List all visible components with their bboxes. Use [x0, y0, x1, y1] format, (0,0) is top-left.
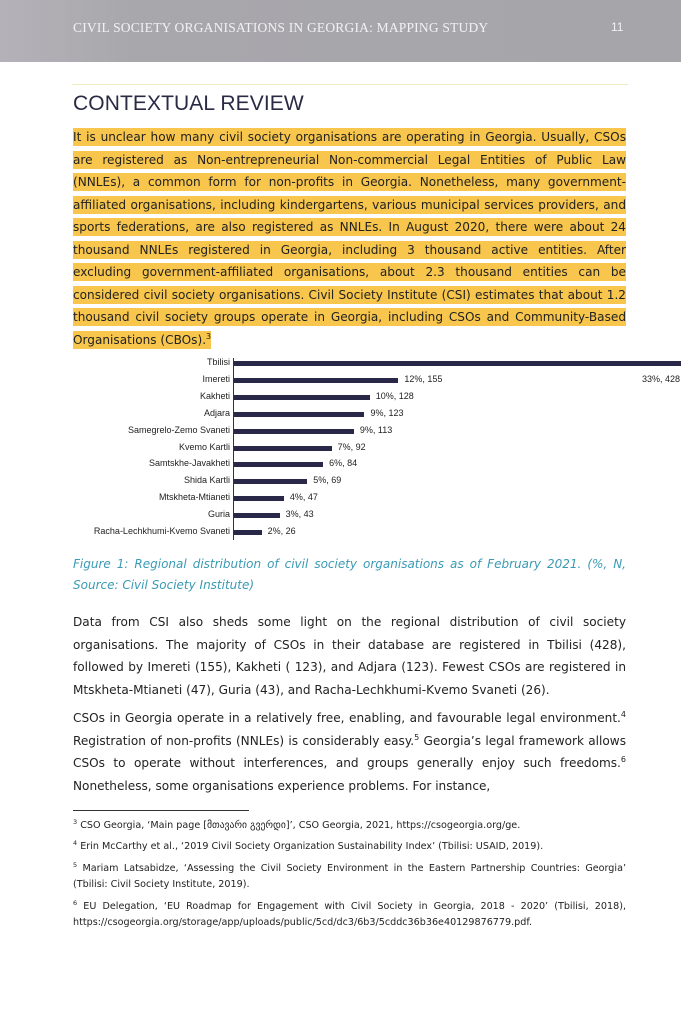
document-title: CIVIL SOCIETY ORGANISATIONS IN GEORGIA: MAPPING STUDY	[73, 20, 489, 35]
body-paragraph-regional: Data from CSI also sheds some light on the regional distribution of civil society organisations. The majority of CSOs in their database are registered in Tbilisi (428), followed by Imereti (155), Kakheti ( 123), and Adjara (123). Fewest CSOs are registered in Mtskheta-Mtianeti (47), Guria (43), and Racha-Lechkhumi-Kvemo Svaneti (26).	[73, 615, 626, 697]
bar-adjara	[234, 412, 364, 417]
data-label: 5%, 69	[313, 475, 342, 486]
data-label: 33%, 428	[642, 374, 681, 384]
section-heading: CONTEXTUAL REVIEW	[73, 92, 304, 115]
bar-tbilisi	[234, 361, 681, 366]
footnote-6	[73, 899, 626, 931]
footnote-ref-5[interactable]: 5	[414, 732, 420, 742]
text-segment: CSOs in Georgia operate in a relatively free, enabling, and favourable legal environment.	[73, 711, 621, 725]
footnote-number: 6	[73, 898, 78, 907]
category-label: Samegrelo-Zemo Svaneti	[127, 424, 230, 435]
bar-mtskheta-mtianeti	[234, 496, 284, 501]
footnote-text: Erin McCarthy et al., ‘2019 Civil Society Organization Sustainability Index’ (Tbilisi: USAID, 2019).	[77, 841, 544, 852]
footnote-number: 4	[73, 838, 78, 847]
category-label: Kakheti	[199, 390, 230, 401]
data-label: 12%, 155	[404, 373, 443, 384]
data-label: 9%, 113	[359, 424, 393, 435]
category-label: Mtskheta-Mtianeti	[158, 492, 230, 503]
footnote-ref-6[interactable]: 6	[620, 754, 626, 764]
category-label: Adjara	[203, 407, 230, 418]
regional-distribution-chart	[60, 356, 681, 546]
highlighted-text[interactable]	[73, 128, 626, 349]
text-segment: Georgia’s legal framework allows CSOs to operate without interferences, and groups generally enjoy such freedoms.	[73, 733, 626, 770]
footnote-number: 3	[73, 817, 78, 826]
category-label: Shida Kartli	[183, 475, 230, 486]
data-label: 2%, 26	[267, 526, 296, 536]
bar-guria	[234, 513, 280, 518]
category-label: Tbilisi	[206, 357, 230, 367]
bar-samegrelo-zemo-svaneti	[234, 429, 354, 434]
data-label: 6%, 84	[329, 458, 358, 469]
footnote-3	[73, 818, 626, 834]
category-label: Imereti	[202, 373, 230, 384]
footnote-text: Mariam Latsabidze, ‘Assessing the Civil Society Environment in the Eastern Partnership Countries: Georgia’ (Tbilisi: Civil Society Institute, 2019).	[73, 863, 626, 890]
category-label: Racha-Lechkhumi-Kvemo Svaneti	[93, 526, 230, 536]
section-divider	[72, 84, 628, 85]
footnote-5	[73, 861, 626, 893]
bar-shida-kartli	[234, 479, 307, 484]
footnote-text: EU Delegation, ‘EU Roadmap for Engagement with Civil Society in Georgia, 2018 - 2020’ (Tbilisi, 2018), https://csogeorgia.org/storage/app/uploads/public/5cd/dc3/6b3/5cddc36b36e40129876779.pdf.	[73, 901, 626, 928]
footnote-ref-3[interactable]: 3	[206, 331, 212, 341]
footnote-ref-4[interactable]: 4	[620, 709, 626, 719]
intro-text: It is unclear how many civil society organisations are operating in Georgia. Usually, CSOs are registered as Non-entrepreneurial Non-commercial Legal Entities of Public Law (NNLEs), a common form for non-profits in Georgia. Nonetheless, many government-affiliated organisations, including kindergartens, various municipal services providers, and sports federations, are also registered as NNLEs. In August 2020, there were about 24 thousand NNLEs registered in Georgia, including 3 thousand active entities. After excluding government-affiliated organisations, about 2.3 thousand entities can be considered civil society organisations. Civil Society Institute (CSI) estimates that about 1.2 thousand civil society groups operate in Georgia, including CSOs and Community-Based Organisations (CBOs).	[73, 130, 626, 347]
footnote-number: 5	[73, 860, 78, 869]
page-header	[0, 0, 681, 62]
footnote-text: CSO Georgia, ‘Main page [მთავარი გვერდი]’, CSO Georgia, 2021, https://csogeorgia.org/ge.	[77, 820, 521, 831]
bar-kvemo-kartli	[234, 446, 332, 451]
category-label: Samtskhe-Javakheti	[148, 458, 230, 469]
text-segment: Nonetheless, some organisations experience problems. For instance,	[73, 778, 491, 793]
bar-kakheti	[234, 395, 370, 400]
category-label: Guria	[207, 509, 230, 520]
page-number: 11	[611, 20, 624, 34]
data-label: 4%, 47	[289, 492, 318, 503]
text-segment: Registration of non-profits (NNLEs) is considerably easy.	[73, 733, 415, 748]
bar-imereti	[234, 378, 398, 383]
body-paragraph-legal	[73, 707, 626, 797]
data-label: 3%, 43	[285, 509, 314, 520]
footnote-4	[73, 839, 626, 855]
footnote-separator	[73, 810, 249, 811]
intro-paragraph	[73, 126, 626, 351]
bar-samtskhe-javakheti	[234, 462, 323, 467]
bar-racha-lechkhumi-kvemo-svaneti	[234, 530, 262, 535]
data-label: 10%, 128	[375, 390, 414, 401]
category-label: Kvemo Kartli	[178, 441, 230, 452]
figure-caption: Figure 1: Regional distribution of civil society organisations as of February 2021. (%, N, Source: Civil Society Institute)	[73, 557, 626, 592]
data-label: 9%, 123	[370, 407, 404, 418]
data-label: 7%, 92	[337, 441, 366, 452]
